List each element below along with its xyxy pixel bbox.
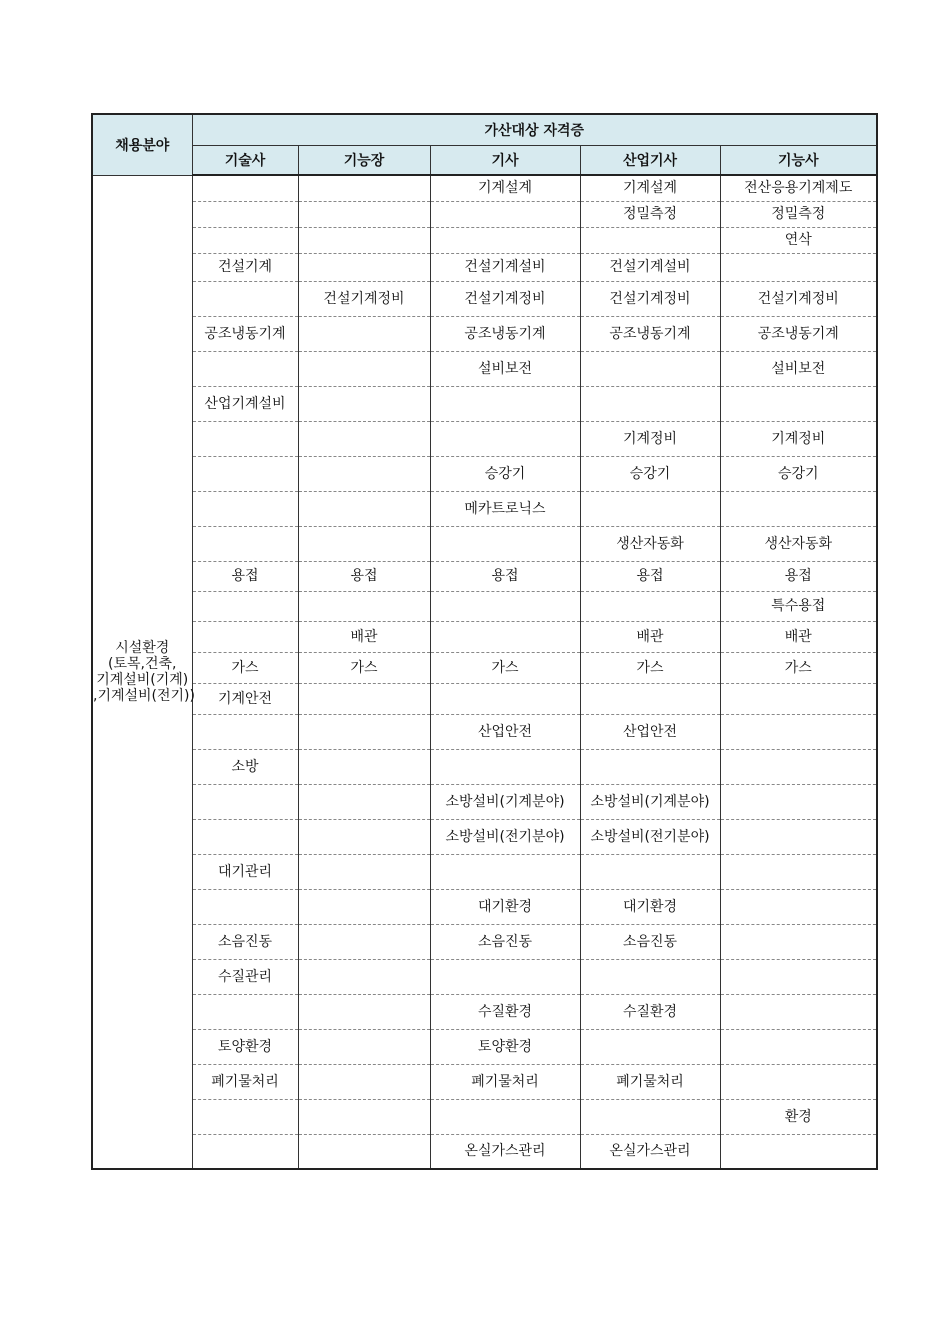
cell-engineer: 소방설비(전기분야) (430, 819, 580, 854)
cell-industrial-engineer: 정밀측정 (580, 201, 720, 227)
cell-master-craftsman (298, 456, 430, 491)
cell-master-craftsman (298, 175, 430, 201)
cell-master-craftsman (298, 1099, 430, 1134)
cell-craftsman (720, 1029, 877, 1064)
table-row (92, 959, 877, 994)
cell-professional-engineer (192, 889, 298, 924)
cell-engineer: 폐기물처리 (430, 1064, 580, 1099)
field-cell (92, 175, 195, 1169)
table-row (92, 561, 877, 591)
cell-craftsman: 정밀측정 (720, 201, 877, 227)
certificate-table (91, 113, 878, 1170)
cell-professional-engineer: 소방 (192, 749, 298, 784)
col-header-engineer: 기사 (430, 145, 580, 175)
cell-craftsman (720, 491, 877, 526)
table-row (92, 784, 877, 819)
cell-master-craftsman (298, 351, 430, 386)
cell-craftsman (720, 924, 877, 959)
cell-craftsman (720, 994, 877, 1029)
table-row (92, 819, 877, 854)
cell-master-craftsman (298, 924, 430, 959)
cell-industrial-engineer: 가스 (580, 652, 720, 683)
cell-master-craftsman (298, 1029, 430, 1064)
cell-craftsman: 건설기계정비 (720, 281, 877, 316)
cell-engineer: 메카트로닉스 (430, 491, 580, 526)
cell-industrial-engineer: 산업안전 (580, 714, 720, 749)
cell-master-craftsman (298, 421, 430, 456)
cell-industrial-engineer: 용접 (580, 561, 720, 591)
cell-engineer (430, 1099, 580, 1134)
cell-professional-engineer (192, 994, 298, 1029)
cell-craftsman (720, 714, 877, 749)
cell-engineer (430, 591, 580, 621)
cell-engineer: 대기환경 (430, 889, 580, 924)
table-row (92, 1134, 877, 1169)
cell-master-craftsman: 건설기계정비 (298, 281, 430, 316)
cell-master-craftsman (298, 784, 430, 819)
table-row (92, 621, 877, 652)
cell-craftsman (720, 959, 877, 994)
cell-industrial-engineer (580, 683, 720, 714)
cell-craftsman: 환경 (720, 1099, 877, 1134)
cell-industrial-engineer (580, 854, 720, 889)
cell-industrial-engineer (580, 227, 720, 253)
cell-master-craftsman (298, 1134, 430, 1169)
cell-industrial-engineer (580, 386, 720, 421)
table-row (92, 201, 877, 227)
cell-professional-engineer (192, 526, 298, 561)
cell-professional-engineer: 소음진동 (192, 924, 298, 959)
col-header-craftsman: 기능사 (720, 145, 877, 175)
cell-professional-engineer (192, 351, 298, 386)
cell-craftsman: 승강기 (720, 456, 877, 491)
cell-industrial-engineer: 소음진동 (580, 924, 720, 959)
cell-professional-engineer: 산업기계설비 (192, 386, 298, 421)
cell-engineer: 용접 (430, 561, 580, 591)
cell-master-craftsman (298, 959, 430, 994)
cell-professional-engineer (192, 591, 298, 621)
table-row (92, 749, 877, 784)
cell-professional-engineer: 기계안전 (192, 683, 298, 714)
cell-master-craftsman: 용접 (298, 561, 430, 591)
cell-industrial-engineer (580, 351, 720, 386)
cell-master-craftsman (298, 994, 430, 1029)
cell-engineer (430, 854, 580, 889)
cell-craftsman: 설비보전 (720, 351, 877, 386)
cell-engineer (430, 421, 580, 456)
cell-professional-engineer (192, 456, 298, 491)
field-line: 기계설비(기계) (96, 671, 189, 688)
cell-industrial-engineer: 공조냉동기계 (580, 316, 720, 351)
table-row (92, 526, 877, 561)
cell-engineer: 기계설계 (430, 175, 580, 201)
cell-master-craftsman (298, 683, 430, 714)
cell-professional-engineer (192, 1099, 298, 1134)
cell-professional-engineer: 대기관리 (192, 854, 298, 889)
cell-engineer: 소음진동 (430, 924, 580, 959)
field-line: 시설환경 (115, 639, 170, 656)
cell-craftsman: 기계정비 (720, 421, 877, 456)
cell-professional-engineer (192, 714, 298, 749)
cell-engineer: 건설기계정비 (430, 281, 580, 316)
table-row (92, 1029, 877, 1064)
cell-industrial-engineer: 승강기 (580, 456, 720, 491)
cell-professional-engineer: 폐기물처리 (192, 1064, 298, 1099)
cell-engineer (430, 526, 580, 561)
col-header-master-craftsman: 기능장 (298, 145, 430, 175)
cell-professional-engineer (192, 281, 298, 316)
cell-craftsman (720, 854, 877, 889)
col-header-professional-engineer: 기술사 (192, 145, 298, 175)
cell-master-craftsman (298, 253, 430, 281)
cell-master-craftsman (298, 819, 430, 854)
table-row (92, 456, 877, 491)
cell-master-craftsman: 배관 (298, 621, 430, 652)
cell-professional-engineer (192, 201, 298, 227)
cell-industrial-engineer (580, 1099, 720, 1134)
cell-engineer (430, 621, 580, 652)
cell-master-craftsman: 가스 (298, 652, 430, 683)
group-header: 가산대상 자격증 (192, 114, 877, 145)
field-header: 채용분야 (92, 114, 192, 175)
cell-engineer (430, 201, 580, 227)
cell-craftsman: 생산자동화 (720, 526, 877, 561)
cell-industrial-engineer: 기계정비 (580, 421, 720, 456)
cell-engineer: 승강기 (430, 456, 580, 491)
cell-craftsman (720, 1064, 877, 1099)
cell-professional-engineer: 건설기계 (192, 253, 298, 281)
cell-craftsman: 전산응용기계제도 (720, 175, 877, 201)
cell-professional-engineer (192, 784, 298, 819)
cell-engineer (430, 959, 580, 994)
cell-craftsman (720, 386, 877, 421)
cell-craftsman (720, 784, 877, 819)
cell-industrial-engineer (580, 1029, 720, 1064)
cell-professional-engineer (192, 1134, 298, 1169)
cell-engineer: 공조냉동기계 (430, 316, 580, 351)
cell-engineer: 온실가스관리 (430, 1134, 580, 1169)
cell-engineer: 토양환경 (430, 1029, 580, 1064)
cell-engineer: 산업안전 (430, 714, 580, 749)
cell-master-craftsman (298, 316, 430, 351)
cell-professional-engineer: 토양환경 (192, 1029, 298, 1064)
cell-craftsman: 연삭 (720, 227, 877, 253)
cell-professional-engineer: 용접 (192, 561, 298, 591)
cell-engineer (430, 749, 580, 784)
table-row (92, 1099, 877, 1134)
field-line: (토목,건축, (108, 655, 177, 672)
table-row (92, 652, 877, 683)
col-header-industrial-engineer: 산업기사 (580, 145, 720, 175)
cell-master-craftsman (298, 749, 430, 784)
cell-professional-engineer (192, 491, 298, 526)
cell-master-craftsman (298, 854, 430, 889)
cell-industrial-engineer: 건설기계설비 (580, 253, 720, 281)
cell-master-craftsman (298, 526, 430, 561)
cell-professional-engineer (192, 621, 298, 652)
cell-craftsman: 공조냉동기계 (720, 316, 877, 351)
cell-professional-engineer: 가스 (192, 652, 298, 683)
cell-professional-engineer: 공조냉동기계 (192, 316, 298, 351)
cell-engineer (430, 227, 580, 253)
cell-craftsman: 가스 (720, 652, 877, 683)
cell-industrial-engineer (580, 749, 720, 784)
table-row (92, 227, 877, 253)
table-row (92, 253, 877, 281)
table-row (92, 889, 877, 924)
table-row (92, 994, 877, 1029)
table-row (92, 316, 877, 351)
cell-craftsman (720, 819, 877, 854)
cell-professional-engineer: 수질관리 (192, 959, 298, 994)
cell-craftsman (720, 749, 877, 784)
table-row (92, 854, 877, 889)
table-row (92, 175, 877, 201)
field-line: ,기계설비(전기)) (93, 687, 195, 704)
table-row (92, 1064, 877, 1099)
table-row (92, 421, 877, 456)
cell-craftsman (720, 253, 877, 281)
cell-master-craftsman (298, 591, 430, 621)
cell-industrial-engineer: 대기환경 (580, 889, 720, 924)
cell-industrial-engineer: 수질환경 (580, 994, 720, 1029)
cell-craftsman (720, 1134, 877, 1169)
cell-master-craftsman (298, 1064, 430, 1099)
cell-master-craftsman (298, 491, 430, 526)
cell-craftsman: 용접 (720, 561, 877, 591)
cell-industrial-engineer (580, 959, 720, 994)
table-row (92, 351, 877, 386)
cell-master-craftsman (298, 714, 430, 749)
cell-master-craftsman (298, 227, 430, 253)
cell-master-craftsman (298, 889, 430, 924)
cell-craftsman: 특수용접 (720, 591, 877, 621)
table-header (92, 114, 877, 175)
table-row (92, 281, 877, 316)
cell-master-craftsman (298, 386, 430, 421)
cell-industrial-engineer: 소방설비(기계분야) (580, 784, 720, 819)
cell-craftsman: 배관 (720, 621, 877, 652)
cell-professional-engineer (192, 819, 298, 854)
cell-professional-engineer (192, 227, 298, 253)
cell-industrial-engineer: 배관 (580, 621, 720, 652)
cell-industrial-engineer: 온실가스관리 (580, 1134, 720, 1169)
cell-engineer: 소방설비(기계분야) (430, 784, 580, 819)
table-row (92, 591, 877, 621)
table-row (92, 683, 877, 714)
cell-engineer: 수질환경 (430, 994, 580, 1029)
cell-craftsman (720, 889, 877, 924)
cell-engineer (430, 683, 580, 714)
cell-professional-engineer (192, 175, 298, 201)
cell-craftsman (720, 683, 877, 714)
cell-engineer (430, 386, 580, 421)
cell-professional-engineer (192, 421, 298, 456)
table-row (92, 714, 877, 749)
table-body (92, 175, 877, 1169)
cell-engineer: 가스 (430, 652, 580, 683)
cell-engineer: 건설기계설비 (430, 253, 580, 281)
table-row (92, 386, 877, 421)
cell-industrial-engineer: 소방설비(전기분야) (580, 819, 720, 854)
cell-industrial-engineer: 건설기계정비 (580, 281, 720, 316)
cell-industrial-engineer (580, 491, 720, 526)
cell-industrial-engineer: 생산자동화 (580, 526, 720, 561)
cell-industrial-engineer (580, 591, 720, 621)
table-row (92, 491, 877, 526)
table-row (92, 924, 877, 959)
cell-industrial-engineer: 기계설계 (580, 175, 720, 201)
cell-master-craftsman (298, 201, 430, 227)
cell-industrial-engineer: 폐기물처리 (580, 1064, 720, 1099)
cell-engineer: 설비보전 (430, 351, 580, 386)
